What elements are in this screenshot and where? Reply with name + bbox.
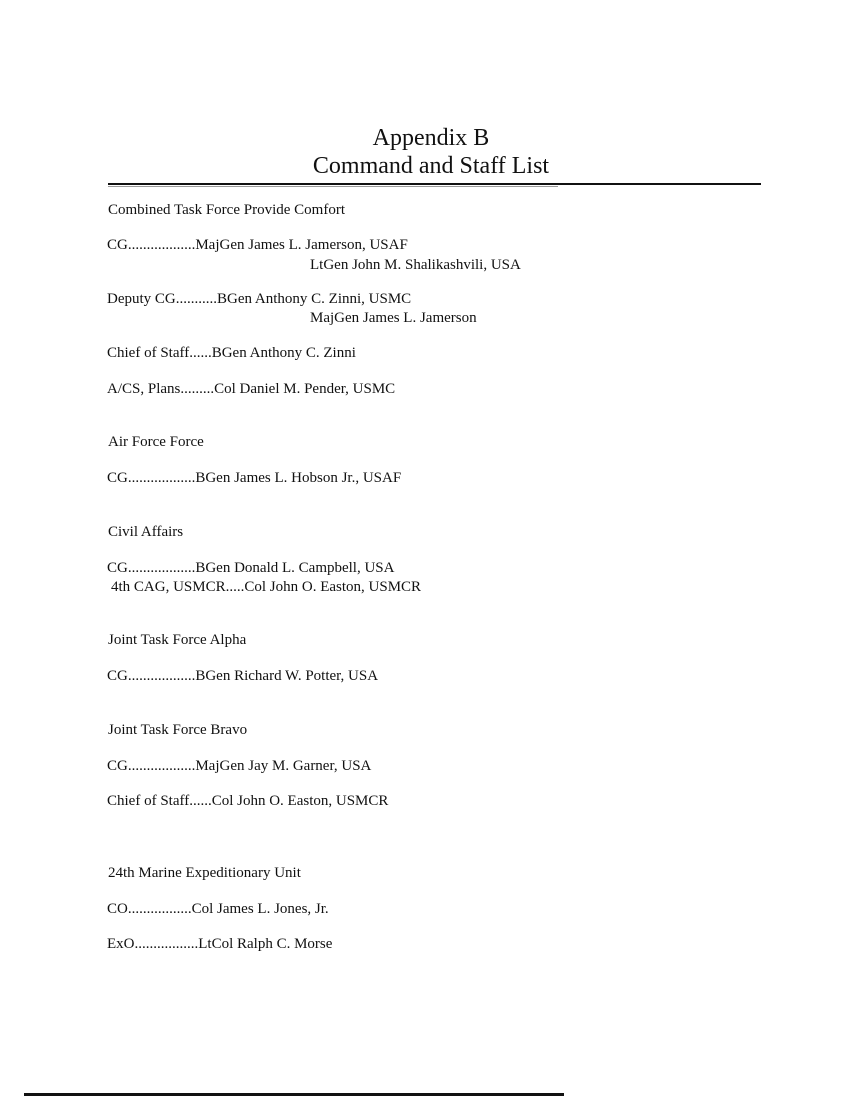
header-divider-shadow (108, 186, 558, 187)
section-heading-ctf-provide-comfort: Combined Task Force Provide Comfort (108, 202, 345, 218)
staff-entry-cg: CG..................BGen Donald L. Campbell, USA (107, 560, 395, 576)
staff-entry-cg: CG..................BGen Richard W. Potter, USA (107, 668, 379, 684)
footer-rule (24, 1093, 564, 1096)
staff-entry-deputy-cg: Deputy CG...........BGen Anthony C. Zinni, USMC (107, 291, 412, 307)
staff-entry-chief-of-staff: Chief of Staff......Col John O. Easton, USMCR (107, 793, 389, 809)
staff-entry-cg-continuation: LtGen John M. Shalikashvili, USA (310, 257, 521, 273)
staff-entry-cg: CG..................BGen James L. Hobson Jr., USAF (107, 470, 402, 486)
page-title: Appendix B (372, 125, 490, 151)
staff-entry-acs-plans: A/CS, Plans.........Col Daniel M. Pender, USMC (107, 381, 396, 397)
header-divider (108, 183, 761, 185)
staff-entry-chief-of-staff: Chief of Staff......BGen Anthony C. Zinni (107, 345, 356, 361)
section-heading-air-force-force: Air Force Force (108, 434, 204, 450)
staff-entry-cg: CG..................MajGen Jay M. Garner, USA (107, 758, 372, 774)
section-heading-jtf-alpha: Joint Task Force Alpha (108, 632, 247, 648)
page-subtitle: Command and Staff List (312, 153, 550, 179)
staff-entry-exo: ExO.................LtCol Ralph C. Morse (107, 936, 333, 952)
staff-entry-deputy-cg-continuation: MajGen James L. Jamerson (310, 310, 477, 326)
section-heading-24th-meu: 24th Marine Expeditionary Unit (108, 865, 301, 881)
staff-entry-4th-cag: 4th CAG, USMCR.....Col John O. Easton, USMCR (111, 579, 422, 595)
staff-entry-cg: CG..................MajGen James L. Jamerson, USAF (107, 237, 408, 253)
section-heading-civil-affairs: Civil Affairs (108, 524, 184, 540)
section-heading-jtf-bravo: Joint Task Force Bravo (108, 722, 248, 738)
staff-entry-co: CO.................Col James L. Jones, Jr. (107, 901, 329, 917)
